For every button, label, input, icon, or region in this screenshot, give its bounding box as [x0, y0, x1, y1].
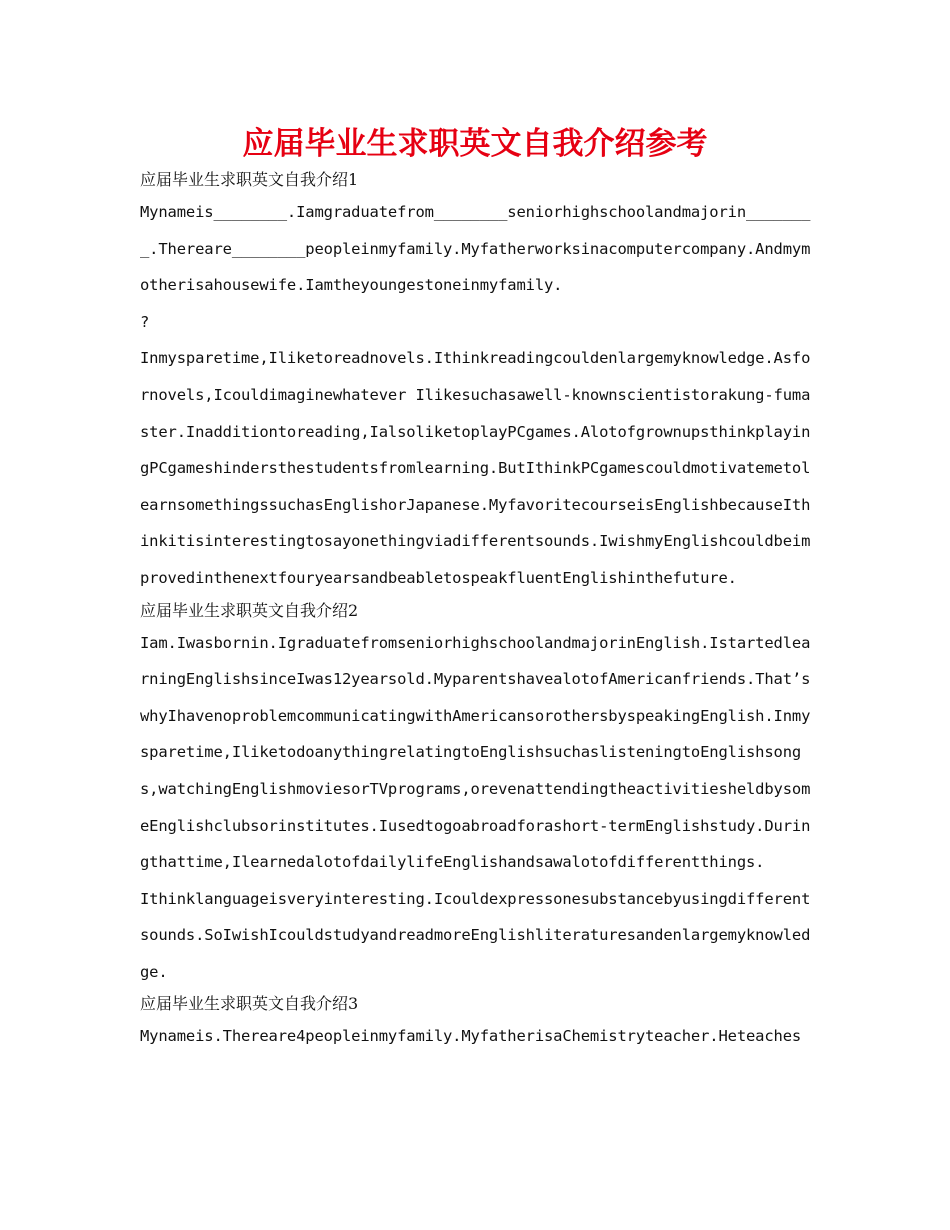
section-3 — [140, 990, 812, 1055]
document-title: 应届毕业生求职英文自我介绍参考 — [242, 126, 708, 162]
paragraph: Inmysparetime,Iliketoreadnovels.Ithinkreadingcouldenlargemyknowledge.Asfornovels,Icouldimaginewhatever Ilikesuchasawell-knownscientistorakung-fumaster.Inadditiontoreading,IalsoliketoplayPCgames.AlotofgrownupsthinkplayingPCgameshindersthestudentsfromlearning.ButIthinkPCgamescouldmotivatemetolearnsomethingssuchasEnglishorJapanese.MyfavoritecourseisEnglishbecauseIthinkitisinterestingtosayonethingviadifferentsounds.IwishmyEnglishcouldbeimprovedinthenextfouryearsandbeabletospeakfluentEnglishinthefuture. — [140, 349, 811, 587]
paragraph: ? — [140, 312, 150, 331]
paragraph: Iam.Iwasbornin.IgraduatefromseniorhighschoolandmajorinEnglish.IstartedlearningEnglishsinceIwas12yearsold.MyparentshavealotofAmericanfriends.That’swhyIhavenoproblemcommunicatingwithAmericansorothersbyspeakingEnglish.Inmysparetime,IliketodoanythingrelatingtoEnglishsuchaslisteningtoEnglishsongs,watchingEnglishmoviesorTVprograms,orevenattendingtheactivitiesheldbysomeEnglishclubsorinstitutes.Iusedtogoabroadforashort-termEnglishstudy.Duringthattime,IlearnedalotofdailylifeEnglishandsawalotofdifferentthings. — [140, 633, 811, 872]
section-heading: 应届毕业生求职英文自我介绍3 — [140, 994, 359, 1014]
section-2 — [140, 597, 812, 991]
section-1 — [140, 166, 812, 597]
section-heading: 应届毕业生求职英文自我介绍1 — [140, 170, 359, 189]
paragraph: Mynameis.Thereare4peopleinmyfamily.MyfatherisaChemistryteacher.Heteaches — [140, 1027, 802, 1046]
paragraph: Ithinklanguageisveryinteresting.Icouldexpressonesubstancebyusingdifferentsounds.SoIwishIcouldstudyandreadmoreEnglishliteraturesandenlargemyknowledge. — [140, 889, 811, 981]
section-heading: 应届毕业生求职英文自我介绍2 — [140, 600, 359, 620]
paragraph: Mynameis________.Iamgraduatefrom________seniorhighschoolandmajorin________.Thereare________peopleinmyfamily.Myfatherworksinacomputercompany.Andmymotherisahousewife.Iamtheyoungestoneinmyfamily. — [140, 203, 811, 295]
document-body — [140, 166, 812, 1055]
